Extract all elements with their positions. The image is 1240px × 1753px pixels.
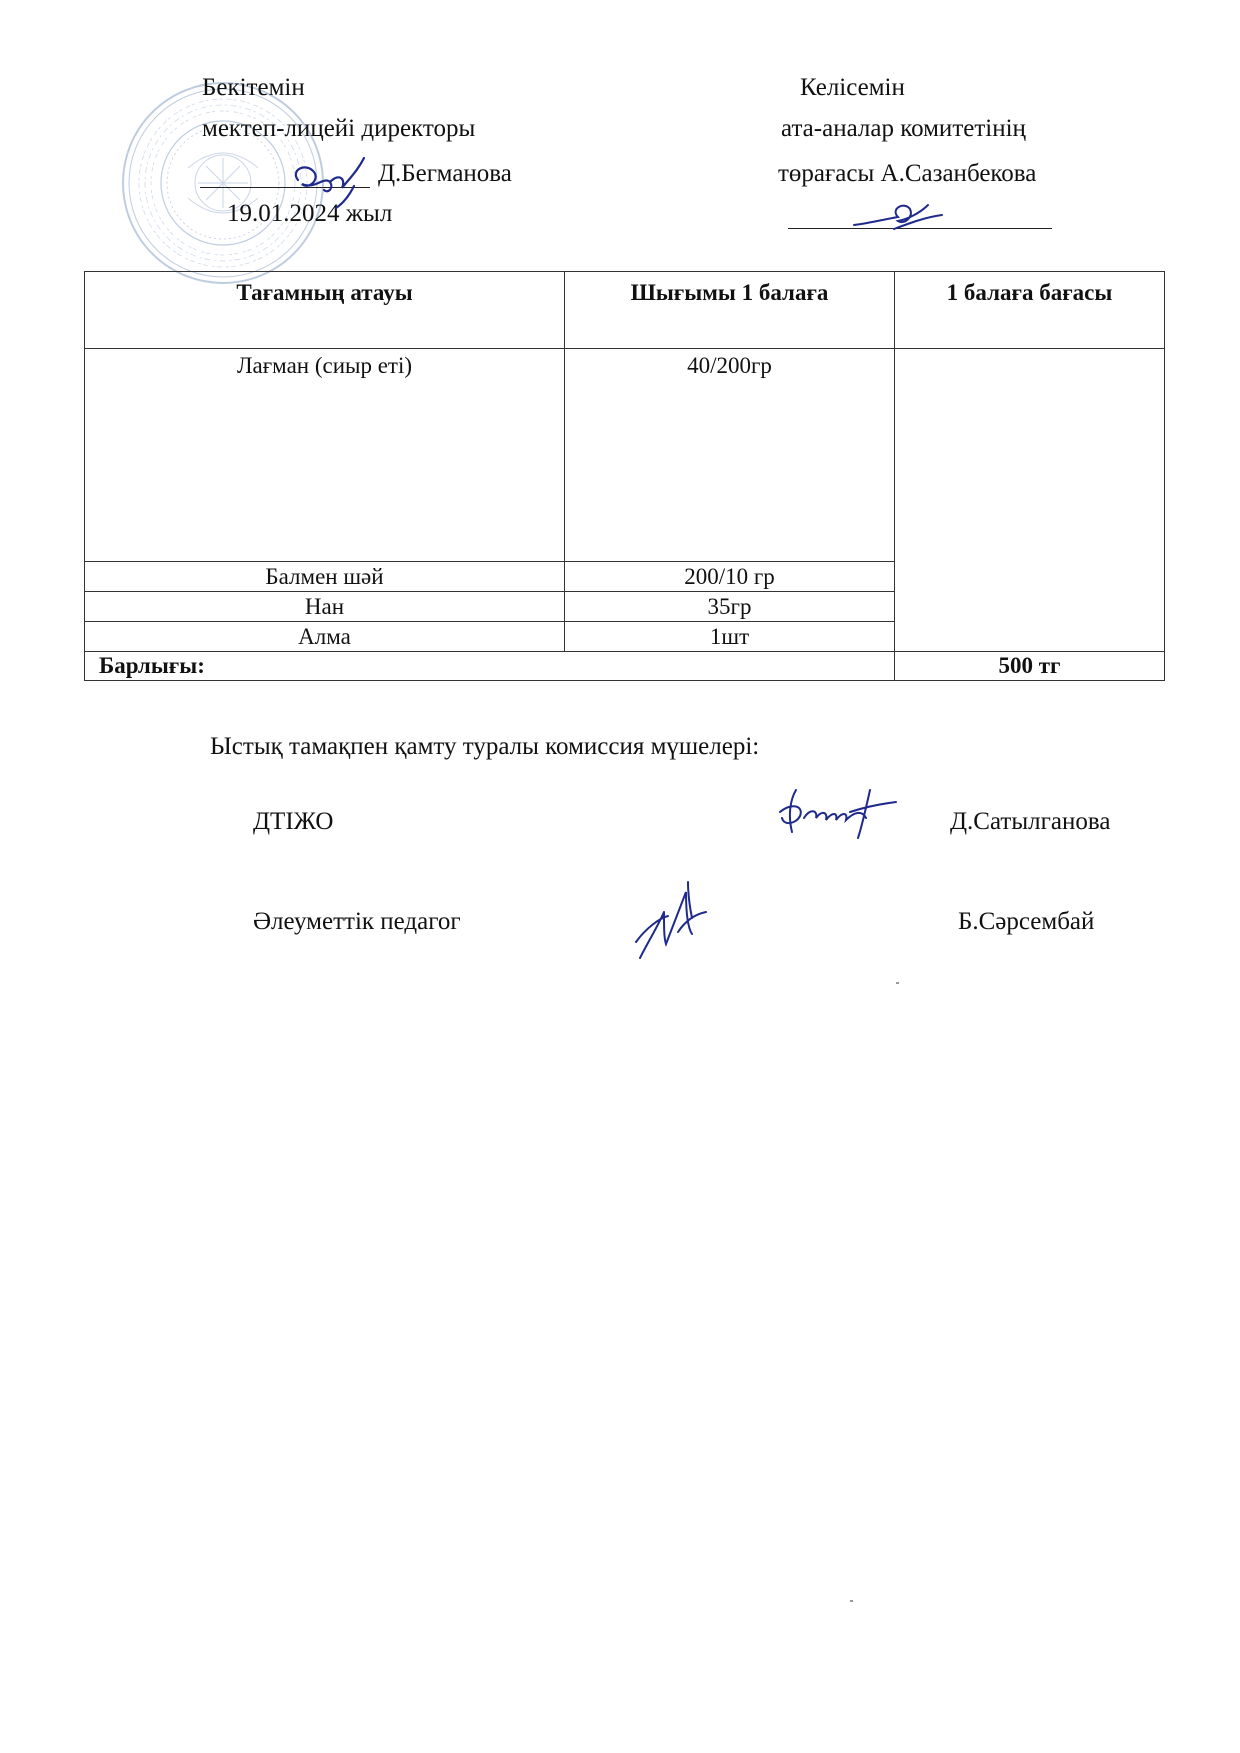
header-price: 1 балаға бағасы [895,272,1165,349]
table-row [85,349,1165,562]
menu-table [84,271,1165,681]
approve-label: Бекітемін [202,74,305,101]
scan-speck [896,982,899,984]
member-name-2: Б.Сәрсембай [958,908,1095,935]
dish-name: Лағман (сиыр еті) [85,349,565,562]
price-cell [895,349,1165,652]
commission-title: Ыстық тамақпен қамту туралы комиссия мүшелері: [210,733,760,760]
dish-yield: 35гр [565,592,895,622]
committee-title: ата-аналар комитетінің [781,115,1026,142]
director-signature [284,150,384,210]
dish-yield: 1шт [565,622,895,652]
dish-yield: 200/10 гр [565,562,895,592]
header-yield: Шығымы 1 балаға [565,272,895,349]
committee-signature [850,195,950,235]
member-role-2: Әлеуметтік педагог [253,908,461,935]
member-role-1: ДТІЖО [253,808,334,835]
header-dish-name: Тағамның атауы [85,272,565,349]
approval-date: 19.01.2024 жыл [227,200,393,227]
total-row [85,652,1165,681]
member-signature-2 [630,872,710,962]
agree-label: Келісемін [800,74,905,101]
dish-yield: 40/200гр [565,349,895,562]
member-signature-1 [770,782,920,840]
dish-name: Нан [85,592,565,622]
member-name-1: Д.Сатылганова [950,808,1111,835]
total-label: Барлығы: [85,652,895,681]
scan-speck [850,1600,853,1602]
dish-name: Балмен шәй [85,562,565,592]
table-header-row [85,272,1165,349]
director-title: мектеп-лицейі директоры [202,115,476,142]
total-value: 500 тг [895,652,1165,681]
director-name: Д.Бегманова [378,160,512,187]
committee-chair: төрағасы А.Сазанбекова [778,160,1037,187]
dish-name: Алма [85,622,565,652]
